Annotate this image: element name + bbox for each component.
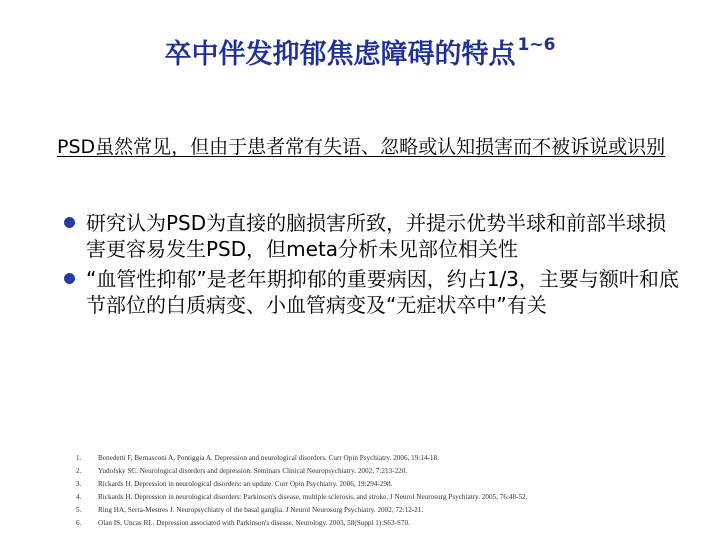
reference-item <box>76 452 696 465</box>
bullet-dot-icon <box>64 217 75 228</box>
reference-number: 6. <box>76 519 82 527</box>
slide-title <box>0 32 720 71</box>
subtitle: PSD虽然常见，但由于患者常有失语、忽略或认知损害而不被诉说或识别 <box>57 136 666 158</box>
reference-number: 5. <box>76 506 82 514</box>
reference-text: Olan IS, Uncas RL. Depression associated with Parkinson's disease. Neurology. 2003, 58(Suppl 1):S63-S70. <box>98 519 410 527</box>
bullet-item <box>64 210 684 262</box>
reference-text: Rickards H. Depression in neurological disorders: an update. Curr Opin Psychiatry. 2006, 19:294-298. <box>98 480 393 488</box>
reference-item <box>76 478 696 491</box>
reference-text: Rickards H. Depression in neurological disorders: Parkinson's disease, multiple sclerosis, and stroke. J Neurol Neurosurg Psychiatry. 2005, 76:48-52. <box>98 493 528 501</box>
reference-number: 4. <box>76 493 82 501</box>
reference-text: Yudofsky SC. Neurological disorders and depression. Seminars Clinical Neuropsychiatry. 2002, 7:213-220. <box>98 467 408 475</box>
bullet-list <box>64 210 684 318</box>
reference-number: 3. <box>76 480 82 488</box>
reference-text: Benedetti F, Bernasconi A, Pontiggia A. Depression and neurological disorders. Curr Opin Psychiatry. 2006, 19:14-18. <box>98 454 439 462</box>
reference-list <box>76 452 696 530</box>
bullet-dot-icon <box>64 273 75 284</box>
bullet-text: “血管性抑郁”是老年期抑郁的重要病因，约占1/3，主要与额叶和底节部位的白质病变、小血管病变及“无症状卒中”有关 <box>86 267 679 317</box>
reference-number: 2. <box>76 467 82 475</box>
reference-text: Ring HA, Serra-Mestres J. Neuropsychiatry of the basal ganglia. J Neurol Neurosurg Psychiatry. 2002, 72:12-21. <box>98 506 424 514</box>
reference-item <box>76 491 696 504</box>
title-text: 卒中伴发抑郁焦虑障碍的特点 <box>164 39 516 70</box>
reference-number: 1. <box>76 454 82 462</box>
reference-item <box>76 465 696 478</box>
reference-item <box>76 517 696 530</box>
reference-item <box>76 504 696 517</box>
title-superscript: 1~6 <box>517 35 556 55</box>
bullet-item <box>64 266 684 318</box>
bullet-text: 研究认为PSD为直接的脑损害所致，并提示优势半球和前部半球损害更容易发生PSD，但meta分析未见部位相关性 <box>86 211 667 261</box>
